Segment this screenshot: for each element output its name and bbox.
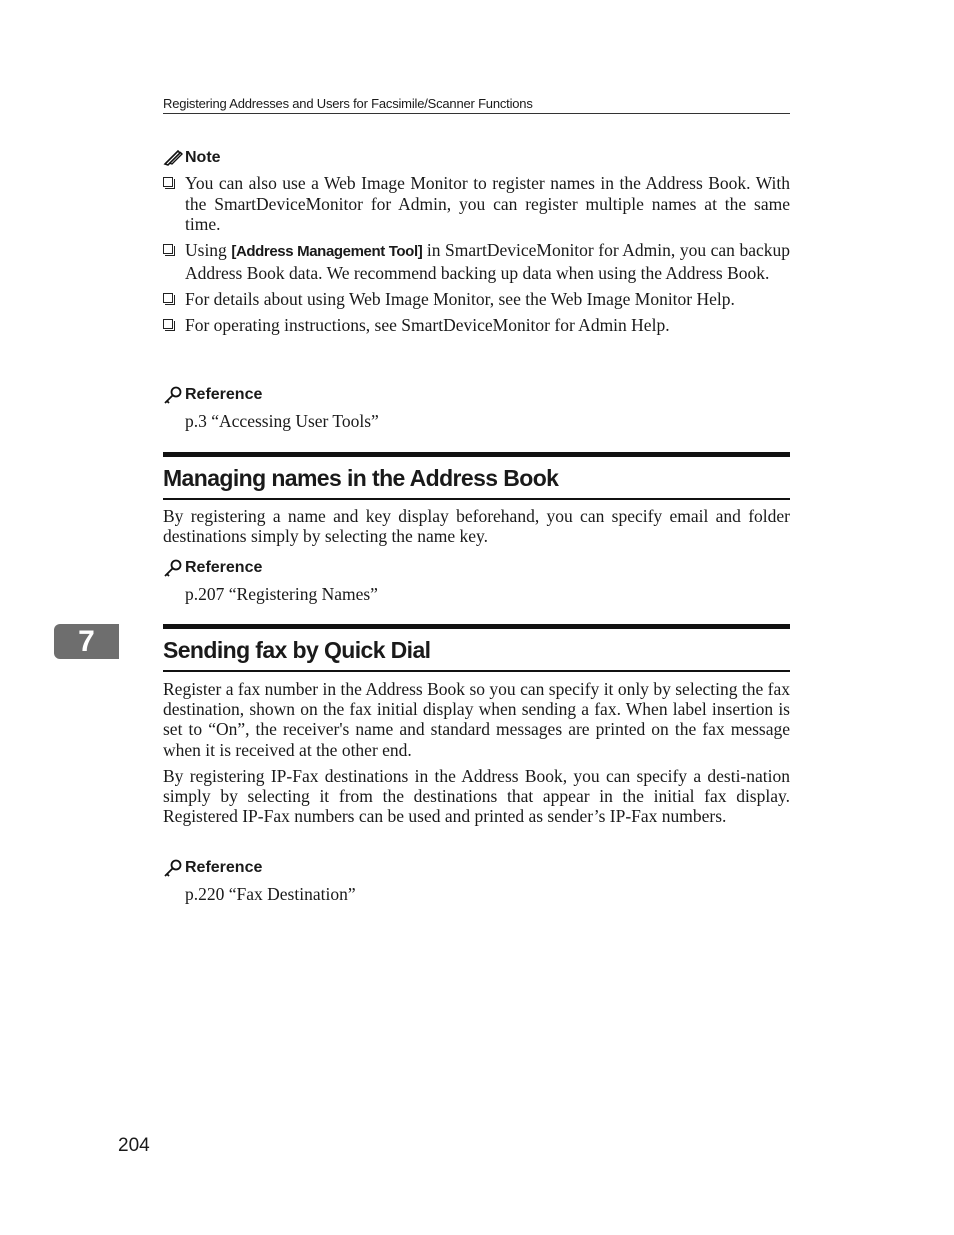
page-number: 204 [118, 1135, 150, 1156]
pencil-note-icon [163, 149, 183, 167]
checkbox-bullet-icon [163, 293, 173, 303]
checkbox-bullet-icon [163, 244, 173, 254]
note-item: Using [Address Management Tool] in SmartDeviceMonitor for Admin, you can backup Address Book data. We recommend backing up data when using the Address Book. [163, 240, 790, 283]
section2-body: By registering IP-Fax destinations in the Address Book, you can specify a desti-nation simply by selecting it from the destinations that appear in the initial fax display. Registered IP-Fax numbers can be used and printed as sender’s IP-Fax numbers. [163, 766, 790, 827]
checkbox-bullet-icon [163, 319, 173, 329]
reference-link[interactable]: p.220 “Fax Destination” [185, 884, 356, 904]
reference-label: Reference [163, 386, 262, 404]
note-item: For details about using Web Image Monitor, see the Web Image Monitor Help. [163, 289, 790, 310]
reference-link[interactable]: p.3 “Accessing User Tools” [185, 411, 379, 431]
note-item: You can also use a Web Image Monitor to register names in the Address Book. With the SmartDeviceMonitor for Admin, you can register multiple names at the same time. [163, 173, 790, 235]
key-name: [Address Management Tool] [231, 243, 423, 260]
key-reference-icon [163, 859, 183, 877]
note-label [163, 149, 221, 167]
reference-link[interactable]: p.207 “Registering Names” [185, 584, 378, 604]
checkbox-bullet-icon [163, 177, 173, 187]
running-head: Registering Addresses and Users for Facsimile/Scanner Functions [163, 96, 790, 114]
reference-label: Reference [163, 559, 262, 577]
note-list [163, 173, 790, 341]
key-reference-icon [163, 559, 183, 577]
section-heading: Sending fax by Quick Dial [163, 624, 790, 672]
note-item: For operating instructions, see SmartDeviceMonitor for Admin Help. [163, 315, 790, 336]
key-reference-icon [163, 386, 183, 404]
section1-body: By registering a name and key display beforehand, you can specify email and folder destinations simply by selecting the name key. [163, 506, 790, 547]
note-label-text: Note [185, 149, 221, 166]
reference-label: Reference [163, 859, 262, 877]
section2-body: Register a fax number in the Address Book so you can specify it only by selecting the fax destination, shown on the fax initial display when sending a fax. When label insertion is set to “On”, the receiver's name and standard messages are printed on the fax message when it is received at the other end. [163, 679, 790, 760]
chapter-tab: 7 [54, 624, 119, 659]
section-heading: Managing names in the Address Book [163, 452, 790, 500]
